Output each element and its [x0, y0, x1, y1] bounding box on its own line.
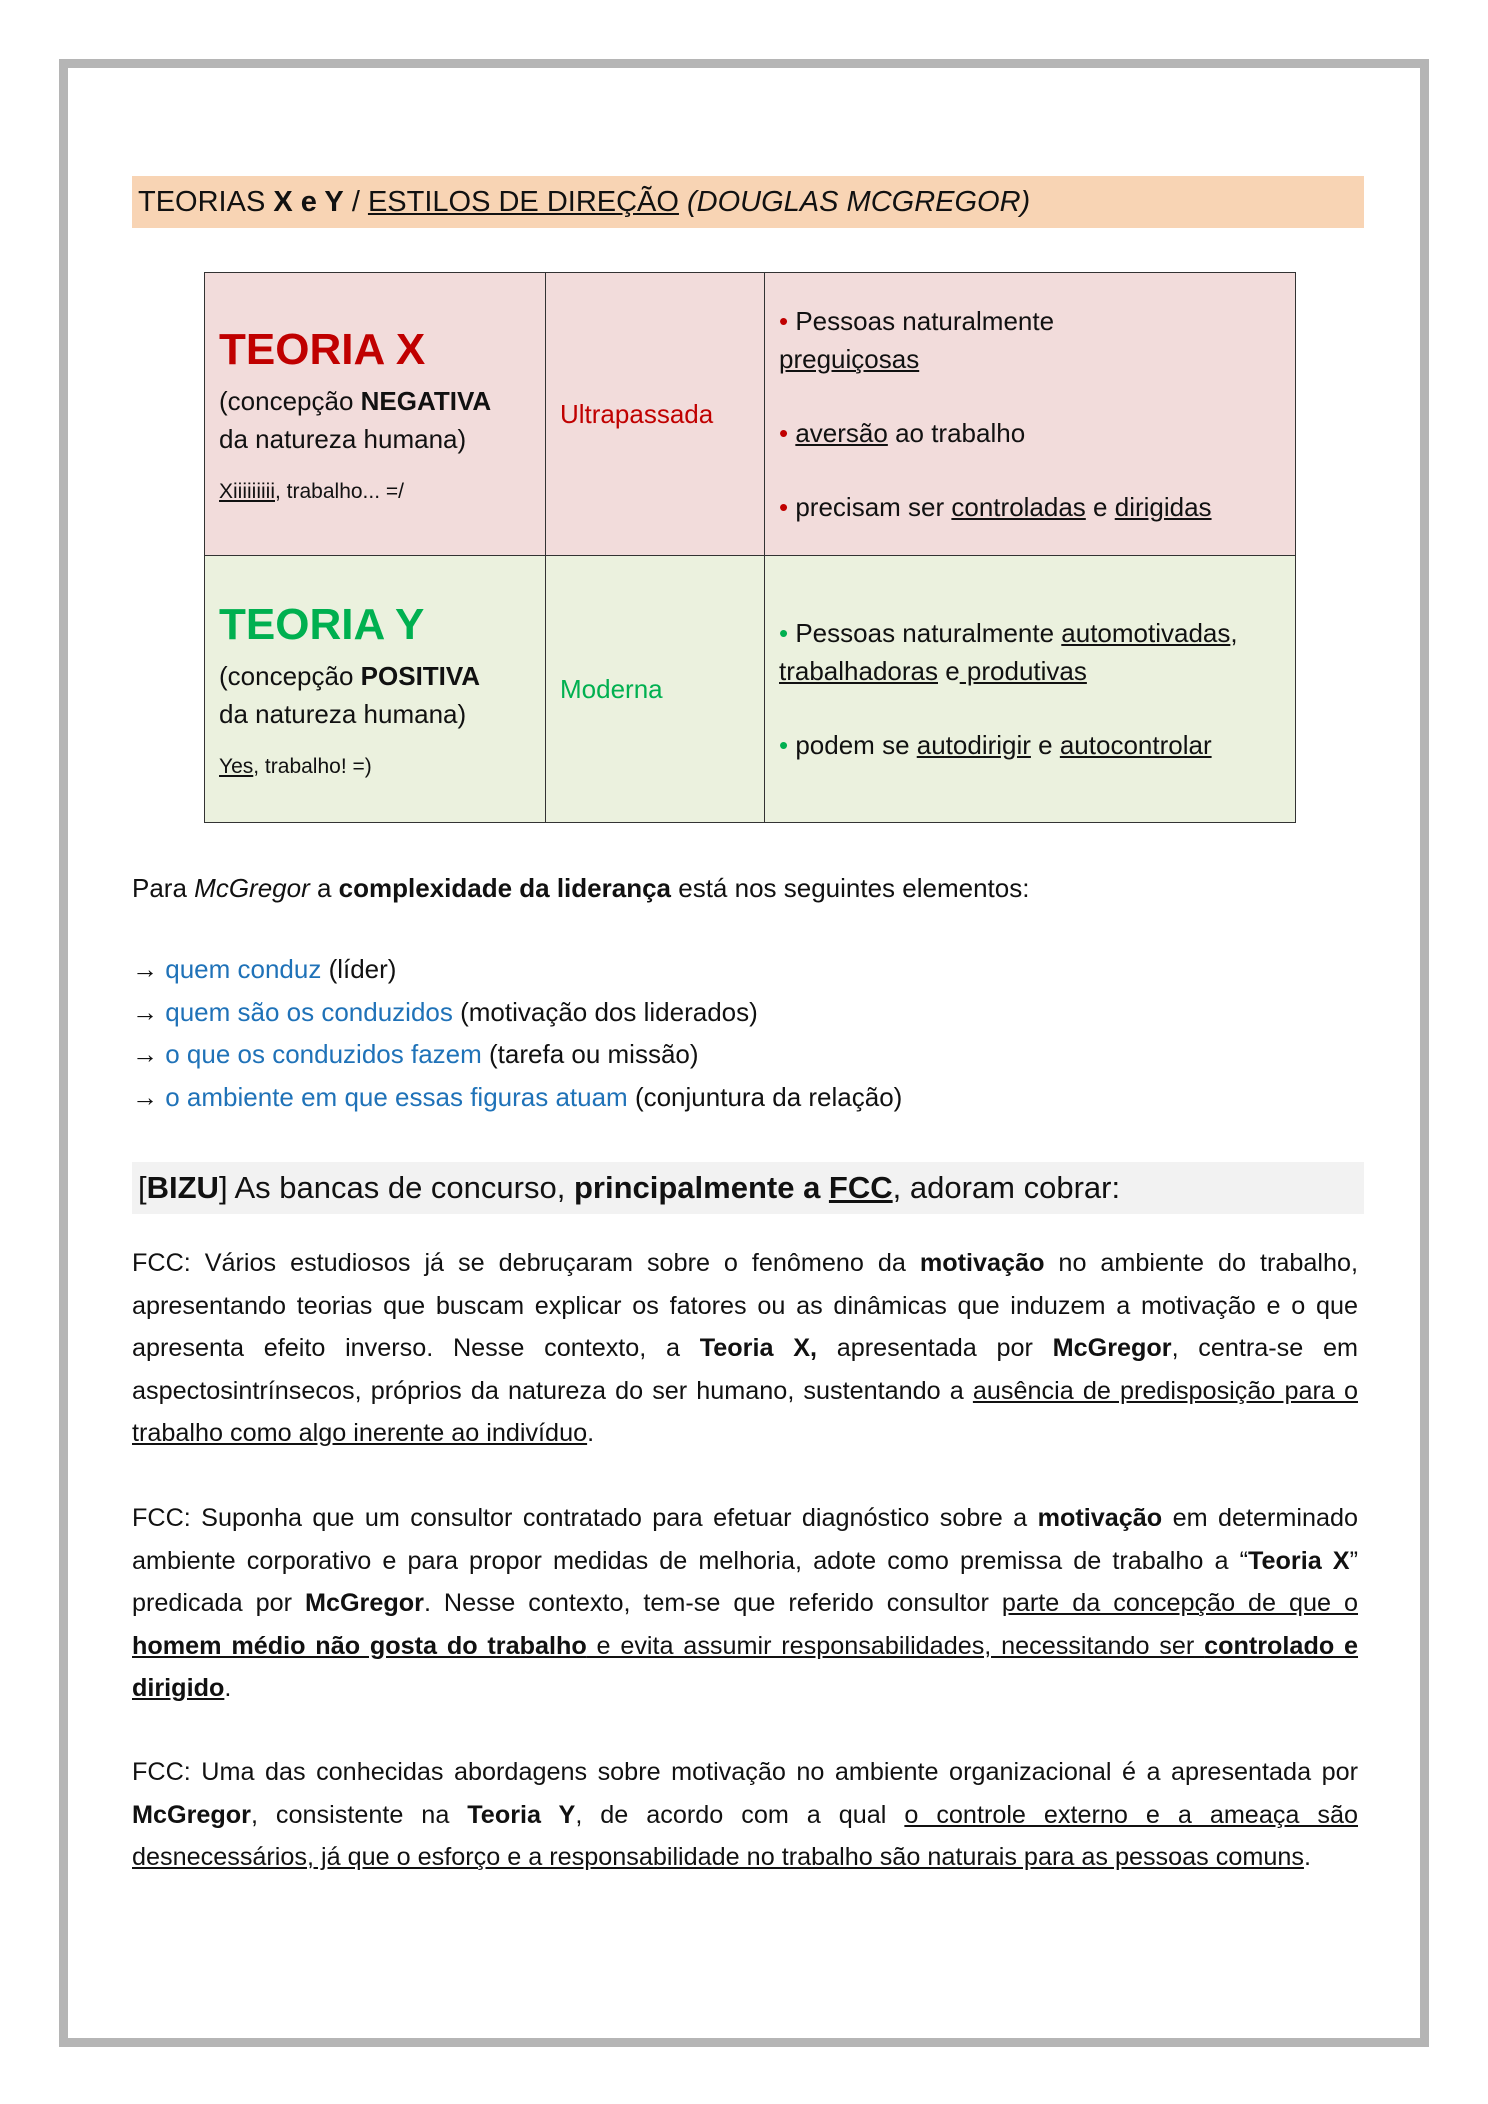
bullet-text: podem se: [795, 730, 917, 760]
bizu-text: [: [138, 1170, 147, 1205]
list-item-term: quem conduz: [165, 954, 322, 984]
intro-text: Para: [132, 873, 195, 903]
intro-text: está nos seguintes elementos:: [671, 873, 1030, 903]
q-bold: Teoria X,: [699, 1334, 817, 1362]
theory-y-row: [205, 556, 1296, 823]
q-underline: ausência de predisposição para o trabalho como algo inerente ao indivíduo: [132, 1376, 1359, 1447]
theory-x-desc-bold: NEGATIVA: [360, 386, 492, 416]
q-text: . Nesse contexto, tem-se que referido consultor: [423, 1589, 1002, 1617]
theory-x-bullet-1: [779, 302, 1295, 378]
bullet-text-u: autodirigir: [916, 730, 1031, 760]
q-bold: McGregor: [1052, 1334, 1172, 1362]
bullet-dot: •: [779, 306, 789, 336]
list-item-rest: (líder): [321, 954, 397, 984]
theory-x-cell: [205, 273, 546, 556]
theory-x-bullet-2: [779, 414, 1295, 452]
leadership-elements-list: [132, 948, 902, 1118]
q-bold: Teoria X: [1247, 1546, 1350, 1575]
list-item-term: o ambiente em que essas figuras atuam: [165, 1081, 628, 1112]
title-separator: /: [343, 186, 368, 218]
q-text: , de acordo com a qual: [575, 1800, 905, 1829]
bizu-text: ] As bancas de concurso,: [218, 1170, 574, 1205]
theory-y-name: TEORIA Y: [219, 600, 425, 649]
bizu-bold: principalmente a: [573, 1170, 829, 1205]
q-text: apresentada por: [817, 1334, 1053, 1362]
bullet-text-u: produtivas: [959, 656, 1087, 686]
theory-y-note-rest: , trabalho! =): [253, 755, 372, 778]
bullet-text-u: controladas: [951, 492, 1086, 522]
bullet-text-u: aversão: [795, 418, 888, 448]
theory-y-status: Moderna: [546, 556, 765, 823]
theory-x-bullet-3: [779, 488, 1295, 526]
q-bold: motivação: [919, 1249, 1045, 1277]
theory-y-bullet-2: [779, 726, 1295, 764]
q-underline-bold: homem médio não gosta do trabalho: [132, 1631, 587, 1660]
q-text: FCC: Suponha que um consultor contratado para efetuar diagnóstico sobre a: [132, 1504, 1038, 1532]
list-item-term: o que os conduzidos fazem: [165, 1039, 482, 1069]
arrow-icon: →: [132, 954, 166, 984]
theory-x-desc-rest: da natureza humana): [219, 424, 467, 454]
arrow-icon: →: [132, 996, 166, 1027]
theories-table: [204, 272, 1296, 823]
list-item-term: quem são os conduzidos: [165, 996, 453, 1027]
intro-mcgregor: McGregor: [194, 873, 310, 903]
q-bold: Teoria Y: [467, 1800, 576, 1829]
fcc-question-1: [132, 1242, 1358, 1455]
q-text: FCC: Uma das conhecidas abordagens sobre motivação no ambiente organizacional é a apresentada por: [132, 1758, 1358, 1786]
page-title: [132, 176, 1364, 228]
theory-y-desc-bold: POSITIVA: [360, 661, 481, 691]
theory-x-status: Ultrapassada: [546, 273, 765, 556]
q-bold: motivação: [1037, 1504, 1163, 1532]
bullet-text-u: dirigidas: [1114, 492, 1212, 522]
arrow-icon: →: [132, 1081, 166, 1112]
document-content: [132, 176, 1364, 1871]
theory-y-cell: [205, 556, 546, 823]
list-item-rest: (motivação dos liderados): [452, 996, 758, 1027]
intro-bold: complexidade da liderança: [338, 873, 672, 903]
bullet-text-u: automotivadas: [1061, 618, 1231, 648]
bullet-text-u: autocontrolar: [1059, 730, 1212, 760]
bullet-dot: •: [779, 492, 789, 522]
title-estilos: ESTILOS DE DIREÇÃO: [367, 186, 679, 218]
bullet-text: e: [1030, 730, 1060, 760]
theory-x-traits: [765, 273, 1296, 556]
arrow-icon: →: [132, 1039, 166, 1069]
bullet-text: Pessoas naturalmente: [795, 618, 1062, 648]
intro-paragraph: [132, 868, 1364, 908]
bullet-dot: •: [779, 618, 789, 648]
bizu-fcc: FCC: [828, 1170, 893, 1205]
theory-y-note-u: Yes: [219, 755, 254, 778]
theory-x-note-u: Xiiiiiiiii: [219, 480, 275, 503]
q-bold: McGregor: [304, 1589, 424, 1617]
list-item-rest: (tarefa ou missão): [481, 1039, 699, 1069]
theory-y-traits: [765, 556, 1296, 823]
theory-y-bullet-1: [779, 614, 1295, 690]
q-text: ” predicada por: [132, 1546, 1358, 1617]
q-underline: parte da concepção de que o: [1001, 1589, 1359, 1617]
title-prefix: TEORIAS: [138, 186, 274, 218]
q-text: , centra-se em aspectosintrínsecos, próprios da natureza do ser humano, sustentando a: [132, 1334, 1358, 1405]
theory-y-desc-open: (concepção: [219, 661, 361, 691]
bizu-heading: [132, 1162, 1364, 1214]
theory-y-desc: [219, 657, 545, 733]
list-item: [132, 991, 902, 1034]
theory-x-name: TEORIA X: [219, 325, 426, 374]
q-text: FCC: Vários estudiosos já se debruçaram sobre o fenômeno da: [132, 1249, 920, 1277]
theory-x-row: [205, 273, 1296, 556]
bullet-text: Pessoas naturalmente: [795, 306, 1055, 336]
q-text: em determinado ambiente corporativo e para propor medidas de melhoria, adote como premissa de trabalho a “: [132, 1504, 1358, 1575]
theory-y-note: [219, 755, 545, 779]
theory-x-desc-open: (concepção: [219, 386, 361, 416]
bullet-dot: •: [779, 730, 789, 760]
title-xy: X e Y: [273, 186, 344, 218]
list-item: [132, 948, 902, 991]
q-underline: o controle externo e a ameaça são desnecessários, já que o esforço e a responsabilidade no trabalho são naturais para as pessoas comuns: [132, 1800, 1359, 1871]
fcc-question-2: [132, 1497, 1358, 1710]
q-text: .: [224, 1674, 232, 1702]
q-underline-bold: controlado e dirigido: [132, 1631, 1359, 1702]
bullet-text-u: preguiçosas: [779, 344, 920, 374]
q-text: no ambiente do trabalho, apresentando teorias que buscam explicar os fatores ou as dinâmicas que induzem a motivação e o que apresenta efeito inverso. Nesse contexto, a: [132, 1249, 1358, 1362]
bullet-text: ao trabalho: [887, 418, 1026, 448]
bizu-text: , adoram cobrar:: [892, 1170, 1121, 1205]
bullet-dot: •: [779, 418, 789, 448]
bizu-tag: BIZU: [146, 1170, 219, 1205]
bullet-text: precisam ser: [795, 492, 952, 522]
q-text: .: [587, 1419, 595, 1447]
theory-x-note: [219, 480, 545, 504]
list-item: [132, 1076, 902, 1119]
q-underline: e evita assumir responsabilidades, necessitando ser: [586, 1631, 1205, 1660]
fcc-question-3: [132, 1751, 1358, 1879]
list-item-rest: (conjuntura da relação): [627, 1081, 903, 1112]
q-bold: McGregor: [132, 1800, 251, 1829]
q-text: , consistente na: [250, 1800, 468, 1829]
bullet-text: e: [1085, 492, 1115, 522]
bullet-text-u: trabalhadoras: [779, 656, 938, 686]
bullet-text: ,: [1230, 618, 1238, 648]
intro-text: a: [309, 873, 339, 903]
list-item: [132, 1033, 902, 1076]
theory-x-note-rest: , trabalho... =/: [275, 480, 404, 503]
theory-y-desc-rest: da natureza humana): [219, 699, 467, 729]
title-author: (DOUGLAS MCGREGOR): [678, 186, 1031, 218]
bullet-text: e: [938, 656, 960, 686]
theory-x-desc: [219, 382, 545, 458]
q-text: .: [1303, 1843, 1311, 1871]
